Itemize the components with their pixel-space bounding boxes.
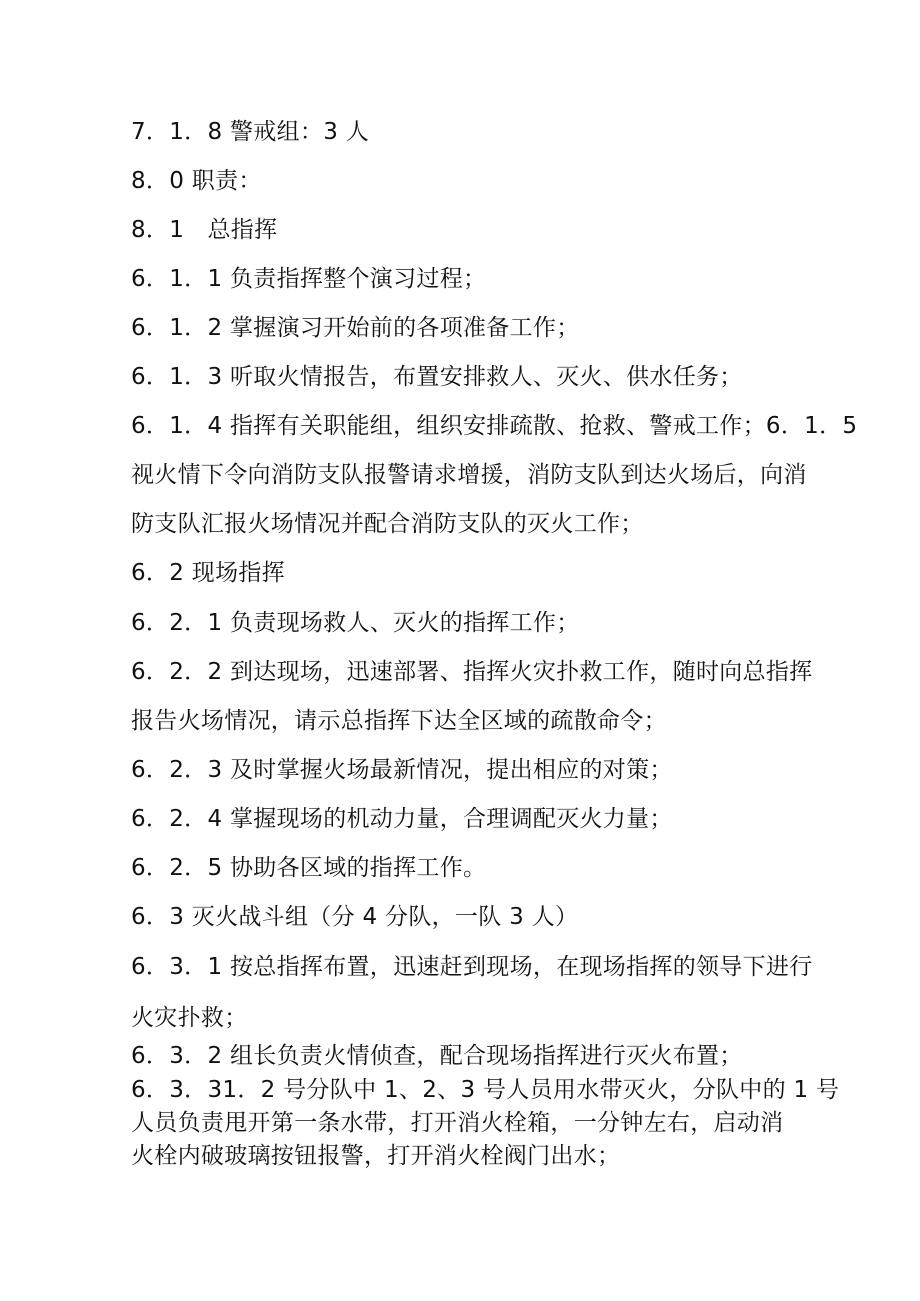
text-line: 6．3．31．2 号分队中 1、2、3 号人员用水带灭火，分队中的 1 号 — [131, 1077, 840, 1103]
text-line: 6．1．4 指挥有关职能组，组织安排疏散、抢救、警戒工作；6．1．5 — [131, 413, 858, 439]
text-line: 人员负责甩开第一条水带，打开消火栓箱，一分钟左右，启动消 — [131, 1110, 784, 1136]
text-line: 6．3 灭火战斗组（分 4 分队，一队 3 人） — [131, 904, 579, 930]
text-line: 6．2 现场指挥 — [131, 560, 285, 586]
text-line: 6．2．1 负责现场救人、灭火的指挥工作； — [131, 610, 580, 636]
text-line: 6．1．2 掌握演习开始前的各项准备工作； — [131, 315, 580, 341]
text-line: 8．0 职责： — [131, 168, 262, 194]
text-line: 火栓内破玻璃按钮报警，打开消火栓阀门出水； — [131, 1143, 621, 1169]
text-line: 6．3．2 组长负责火情侦查，配合现场指挥进行灭火布置； — [131, 1043, 743, 1069]
text-line: 火灾扑救； — [131, 1005, 248, 1031]
text-line: 6．3．1 按总指挥布置，迅速赶到现场，在现场指挥的领导下进行 — [131, 954, 813, 980]
text-line: 报告火场情况，请示总指挥下达全区域的疏散命令； — [131, 708, 667, 734]
text-line: 防支队汇报火场情况并配合消防支队的灭火工作； — [131, 511, 644, 537]
text-line: 7．1．8 警戒组：3 人 — [131, 119, 370, 145]
text-line: 6．1．3 听取火情报告，布置安排救人、灭火、供水任务； — [131, 364, 743, 390]
text-line: 6．2．3 及时掌握火场最新情况，提出相应的对策； — [131, 757, 673, 783]
text-line: 6．2．5 协助各区域的指挥工作。 — [131, 855, 487, 881]
text-line: 视火情下令向消防支队报警请求增援，消防支队到达火场后，向消 — [131, 462, 807, 488]
text-line: 8．1 总指挥 — [131, 217, 278, 243]
text-line: 6．2．4 掌握现场的机动力量，合理调配灭火力量； — [131, 806, 673, 832]
text-line: 6．1．1 负责指挥整个演习过程； — [131, 266, 487, 292]
text-line: 6．2．2 到达现场，迅速部署、指挥火灾扑救工作，随时向总指挥 — [131, 659, 813, 685]
